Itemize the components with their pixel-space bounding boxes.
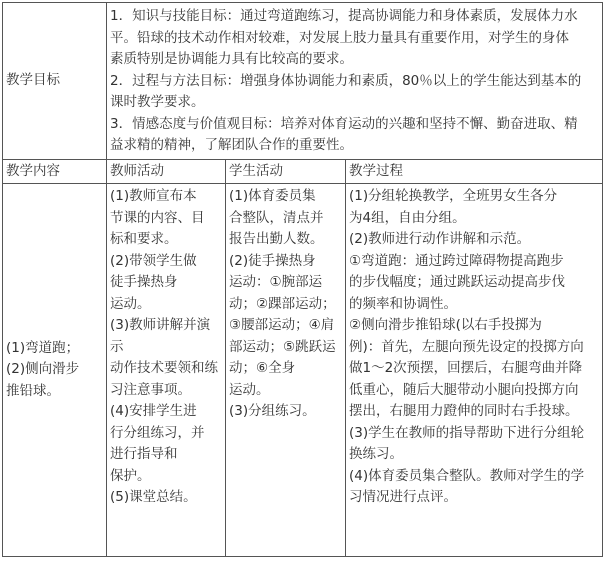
student-line: (1)体育委员集: [229, 188, 316, 204]
objectives-line: 益求精的精神，了解团队合作的重要性。: [110, 137, 353, 153]
teacher-line: 标和要求。: [110, 231, 178, 247]
process-line: 摆出，右腿用力蹬伸的同时右手投球。: [349, 403, 579, 419]
teacher-line: (2)带领学生做: [110, 252, 197, 269]
teacher-line: 运动。: [110, 295, 151, 312]
header-content: 教学内容: [3, 159, 107, 184]
process-line: 例)：首先，左腿向预先设定的投掷方向: [349, 338, 584, 355]
header-process: 教学过程: [346, 159, 603, 184]
content-line: 推铅球。: [6, 382, 60, 399]
process-line: 习情况进行点评。: [349, 489, 457, 505]
header-teacher: 教师活动: [107, 159, 226, 184]
content-cell: [3, 184, 107, 557]
student-line: 报告出勤人数。: [229, 231, 324, 247]
teacher-line: 节课的内容、目: [110, 209, 205, 226]
student-line: 运动。: [229, 381, 270, 398]
student-line: 运动：①腕部运: [229, 274, 323, 290]
process-line: 做1～2次预摆，回摆后，右腿弯曲并降: [349, 360, 583, 376]
content-line: (1)弯道跑；: [6, 339, 80, 356]
objectives-content-cell: [107, 3, 603, 160]
process-cell: [346, 184, 603, 557]
student-line: (3)分组练习。: [229, 403, 316, 419]
process-line: ②侧向滑步推铅球(以右手投掷为: [349, 317, 542, 333]
process-line: 为4组，自由分组。: [349, 209, 466, 226]
process-line: (2)教师进行动作讲解和示范。: [349, 231, 531, 247]
teacher-activity-cell: [107, 184, 226, 557]
process-line: (1)分组轮换教学，全班男女生各分: [349, 188, 558, 204]
objectives-label: 教学目标: [6, 72, 60, 88]
objectives-line: 素质特别是协调能力具有比较高的要求。: [110, 51, 353, 67]
content-line: (2)侧向滑步: [6, 361, 80, 378]
teacher-line: 习注意事项。: [110, 381, 191, 398]
process-line: 的频率和协调性。: [349, 295, 457, 312]
teacher-line: (3)教师讲解并演示: [110, 317, 211, 355]
student-line: (2)徒手操热身: [229, 252, 316, 269]
process-line: (4)体育委员集合整队。教师对学生的学: [349, 467, 585, 484]
process-line: (3)学生在教师的指导帮助下进行分组轮: [349, 424, 585, 441]
teacher-line: 动作技术要领和练: [110, 360, 218, 376]
process-line: 换练习。: [349, 446, 403, 462]
header-student: 学生活动: [226, 159, 346, 184]
teacher-line: 保护。: [110, 467, 151, 484]
objectives-row: [3, 3, 603, 160]
student-line: 部运动；⑤跳跃运: [229, 338, 336, 355]
teacher-line: (4)安排学生进: [110, 403, 197, 419]
process-line: 低重心，随后大腿带动小腿向投掷方向: [349, 381, 579, 398]
objectives-line: 2．过程与方法目标：增强身体协调能力和素质，80％以上的学生能达到基本的: [110, 72, 582, 89]
objectives-label-cell: [3, 3, 107, 160]
objectives-line: 3．情感态度与价值观目标：培养对体育运动的兴趣和坚持不懈、勤奋进取、精: [110, 115, 578, 132]
student-line: ③腰部运动；④肩: [229, 317, 335, 333]
objectives-line: 平。铅球的技术动作相对较难，对发展上肢力量具有重要作用，对学生的身体: [110, 29, 569, 46]
activities-row: [3, 184, 603, 557]
teacher-line: (1)教师宣布本: [110, 188, 197, 204]
process-line: ①弯道跑：通过跨过障碍物提高跑步: [349, 252, 564, 269]
student-line: 动；②踝部运动；: [229, 295, 336, 312]
teacher-line: 徒手操热身: [110, 274, 178, 290]
teacher-line: (5)课堂总结。: [110, 489, 197, 505]
header-row: [3, 159, 603, 184]
student-line: 合整队，清点并: [229, 209, 324, 226]
teacher-line: 进行指导和: [110, 446, 178, 462]
teacher-line: 行分组练习，并: [110, 424, 205, 441]
lesson-plan-table: [2, 2, 603, 557]
process-line: 的步伐幅度；通过跳跃运动提高步伐: [349, 274, 565, 290]
student-line: 动；⑥全身: [229, 360, 296, 376]
objectives-line: 课时教学要求。: [110, 94, 205, 110]
objectives-line: 1．知识与技能目标：通过弯道跑练习，提高协调能力和身体素质，发展体力水: [110, 8, 578, 24]
student-activity-cell: [226, 184, 346, 557]
